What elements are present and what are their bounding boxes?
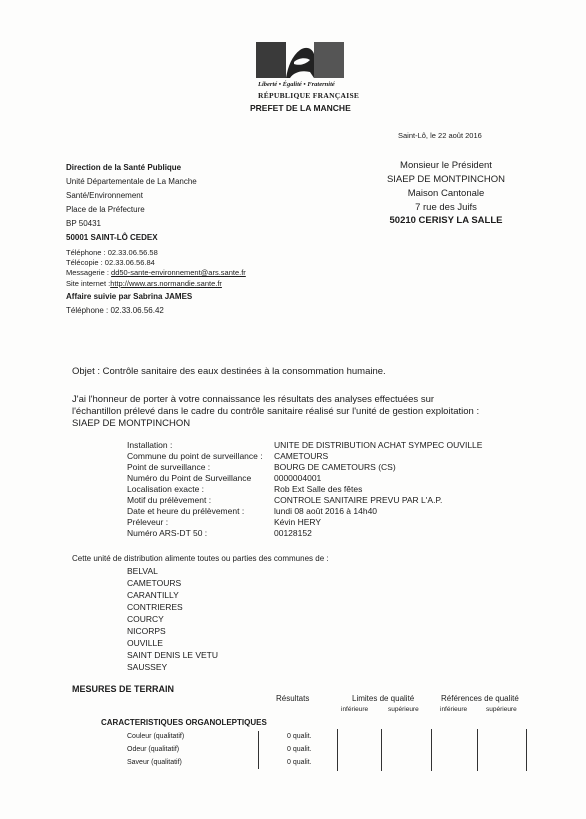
detail-label: Numéro ARS-DT 50 :: [127, 528, 208, 538]
table-divider: [477, 729, 478, 771]
communes-intro: Cette unité de distribution alimente toutes ou parties des communes de :: [72, 554, 329, 563]
detail-value: lundi 08 août 2016 à 14h40: [274, 506, 378, 516]
references-sup: supérieure: [486, 706, 517, 713]
param-result: 0 qualit.: [287, 759, 312, 766]
republic-motto: Liberté • Égalité • Fraternité: [258, 81, 335, 88]
sender-direction: Direction de la Santé Publique: [66, 163, 182, 172]
param-name: Odeur (qualitatif): [127, 746, 180, 753]
recipient-line1: Monsieur le Président: [400, 160, 492, 171]
detail-label: Localisation exacte :: [127, 484, 205, 494]
detail-value: UNITE DE DISTRIBUTION ACHAT SYMPEC OUVILLE: [274, 440, 483, 450]
detail-value: BOURG DE CAMETOURS (CS): [274, 462, 396, 472]
paragraph-line1: J'ai l'honneur de porter à votre connaissance les résultats des analyses effectuées sur: [72, 394, 435, 405]
limites-sup: supérieure: [388, 706, 419, 713]
republic-name: RÉPUBLIQUE FRANÇAISE: [258, 91, 360, 100]
detail-value: 00128152: [274, 528, 312, 538]
detail-label: Numéro du Point de Surveillance: [127, 473, 252, 483]
detail-value: 0000004001: [274, 473, 322, 483]
sender-line3: Place de la Préfecture: [66, 205, 145, 214]
mesures-title: MESURES DE TERRAIN: [72, 684, 175, 694]
col-references: Références de qualité: [441, 694, 519, 703]
detail-label: Installation :: [127, 440, 173, 450]
sender-line1: Unité Départementale de La Manche: [66, 177, 197, 186]
recipient-line3: Maison Cantonale: [407, 188, 485, 199]
commune-item: CARANTILLY: [127, 590, 179, 600]
paragraph-line2: l'échantillon prélevé dans le cadre du contrôle sanitaire réalisé sur l'unité de gestion exploitation :: [72, 406, 480, 417]
web-label: Site internet :: [66, 279, 111, 288]
sender-city: 50001 SAINT-LÔ CEDEX: [66, 233, 158, 242]
param-name: Couleur (qualitatif): [127, 733, 185, 740]
table-divider: [258, 731, 259, 769]
param-result: 0 qualit.: [287, 733, 312, 740]
sender-mail-row: [66, 268, 246, 277]
sender-phone: Téléphone : 02.33.06.56.58: [66, 248, 158, 257]
paragraph-line3: SIAEP DE MONTPINCHON: [72, 418, 191, 429]
marianne-logo: [254, 42, 346, 82]
recipient-city: 50210 CERISY LA SALLE: [389, 215, 503, 226]
recipient-line2: SIAEP DE MONTPINCHON: [386, 174, 506, 185]
commune-item: COURCY: [127, 614, 164, 624]
detail-value: CONTROLE SANITAIRE PREVU PAR L'A.P.: [274, 495, 443, 505]
mail-link[interactable]: dd50-sante-environnement@ars.sante.fr: [111, 268, 246, 277]
detail-value: Kévin HERY: [274, 517, 322, 527]
detail-value: CAMETOURS: [274, 451, 329, 461]
detail-value: Rob Ext Salle des fêtes: [274, 484, 363, 494]
sender-line2: Santé/Environnement: [66, 191, 143, 200]
section-organoleptiques: CARACTERISTIQUES ORGANOLEPTIQUES: [101, 718, 267, 727]
commune-item: NICORPS: [127, 626, 166, 636]
references-inf: inférieure: [440, 706, 468, 713]
limites-inf: inférieure: [341, 706, 369, 713]
prefet-title: PREFET DE LA MANCHE: [250, 103, 351, 113]
affaire-phone: Téléphone : 02.33.06.56.42: [66, 306, 164, 315]
commune-item: BELVAL: [127, 566, 158, 576]
table-divider: [526, 729, 527, 771]
recipient-line4: 7 rue des Juifs: [415, 202, 477, 213]
commune-item: CAMETOURS: [127, 578, 182, 588]
commune-item: SAINT DENIS LE VETU: [127, 650, 219, 660]
col-limites: Limites de qualité: [352, 694, 415, 703]
table-divider: [431, 729, 432, 771]
mail-label: Messagerie :: [66, 268, 112, 277]
detail-label: Date et heure du prélèvement :: [127, 506, 245, 516]
table-divider: [337, 729, 338, 771]
objet: Objet : Contrôle sanitaire des eaux destinées à la consommation humaine.: [72, 366, 386, 377]
param-result: 0 qualit.: [287, 746, 312, 753]
commune-item: CONTRIERES: [127, 602, 183, 612]
sender-web-row: [66, 279, 222, 288]
sender-line4: BP 50431: [66, 219, 101, 228]
detail-label: Point de surveillance :: [127, 462, 211, 472]
letter-date: Saint-Lô, le 22 août 2016: [398, 131, 482, 140]
detail-label: Commune du point de surveillance :: [127, 451, 263, 461]
param-name: Saveur (qualitatif): [127, 759, 182, 766]
commune-item: OUVILLE: [127, 638, 163, 648]
sender-fax: Télécopie : 02.33.06.56.84: [66, 258, 155, 267]
detail-label: Motif du prélèvement :: [127, 495, 212, 505]
web-link[interactable]: http://www.ars.normandie.sante.fr: [110, 279, 222, 288]
affaire-suivie: Affaire suivie par Sabrina JAMES: [66, 292, 193, 301]
detail-label: Préleveur :: [127, 517, 169, 527]
col-resultats: Résultats: [276, 694, 310, 703]
commune-item: SAUSSEY: [127, 662, 168, 672]
table-divider: [381, 729, 382, 771]
